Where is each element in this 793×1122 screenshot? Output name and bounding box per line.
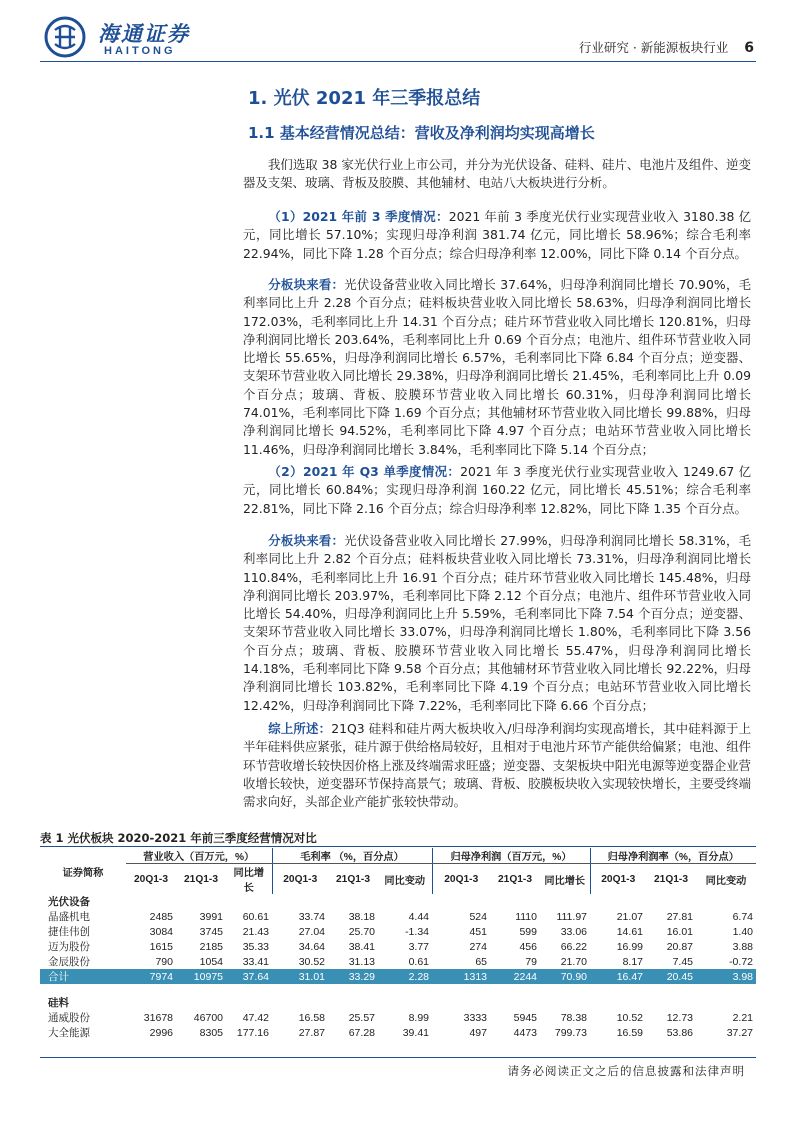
- table-cell: 3.98: [696, 969, 756, 984]
- table-cell: 37.27: [726, 1026, 753, 1039]
- table-cell: 451: [469, 925, 487, 938]
- table-cell: 3.77: [408, 940, 429, 953]
- summary-text: 21Q3 硅料和硅片两大板块收入/归母净利润均实现高增长，其中硅料源于上半年硅料供应紧张，硅片源于供给格局较好，且相对于电池片环节产能供给偏紧；电池、组件环节营收增长较快因价格上涨及终端需求旺盛；逆变器、支架板块中阳光电源等逆变器企业营收增长较快，逆变器环节保持高景气；玻璃、背板、胶膜板块收入实现较快增长，主要受终端需求向好，头部企业产能扩张较快带动。: [243, 721, 752, 810]
- table-cell: 31.13: [348, 955, 375, 968]
- ytd-lead: （1）2021 年前 3 季度情况：: [268, 209, 449, 224]
- sub-header: 同比变动: [384, 875, 426, 887]
- table-cell: 2996: [149, 1026, 173, 1039]
- section-label: 硅料: [48, 997, 69, 1009]
- table-bottom-rule: [40, 1057, 756, 1058]
- table-cell: 66.22: [560, 940, 587, 953]
- table-cell: 3333: [463, 1011, 487, 1024]
- table-cell: 1615: [149, 940, 173, 953]
- table-cell: 34.64: [298, 940, 325, 953]
- sub-header: 21Q1-3: [336, 873, 370, 885]
- table-cell: 27.81: [666, 910, 693, 923]
- table-cell: 2185: [199, 940, 223, 953]
- table-cell: 78.38: [560, 1011, 587, 1024]
- table-cell: 25.57: [348, 1011, 375, 1024]
- table-cell: 111.97: [556, 910, 587, 923]
- table-cell: 38.18: [348, 910, 375, 923]
- summary-paragraph: [243, 720, 751, 811]
- table-cell: 70.90: [540, 969, 590, 984]
- table-cell: 2.28: [378, 969, 432, 984]
- table-cell: 3084: [149, 925, 173, 938]
- table-cell: 21.43: [242, 925, 269, 938]
- q3-segment-text: 光伏设备营业收入同比增长 27.99%，归母净利润同比增长 58.31%，毛利率同比上升 2.82 个百分点；硅料板块营业收入同比增长 73.31%，归母净利润同比增长 110.84%，毛利率同比上升 16.91 个百分点；硅片环节营业收入同比增长 145.48%，归母净利润同比增长 203.97%，毛利率同比下降 2.12 个百分点；电池片、组件环节营业收入同比增长 54.40%，归母净利润同比上升 5.59%，毛利率同比下降 7.54 个百分点；逆变器、支架环节营业收入同比增长 33.07%，归母净利润同比增长 1.80%，毛利率同比下降 3.56 个百分点；玻璃、背板、胶膜环节营业收入同比增长 55.47%，归母净利润同比增长 14.18%，毛利率同比下降 9.58 个百分点；其他辅材环节营业收入同比增长 92.22%，归母净利润同比增长 103.82%，毛利率同比下降 4.19 个百分点；电站环节营业收入同比增长 12.42%，归母净利润同比下降 7.22%，毛利率同比下降 6.66 个百分点；: [243, 533, 752, 713]
- table-cell: 4473: [513, 1026, 537, 1039]
- table-cell: 1.40: [732, 925, 753, 938]
- table-cell: 10.52: [616, 1011, 643, 1024]
- table-cell: 21.70: [560, 955, 587, 968]
- sub-header: 同比增长: [544, 875, 586, 887]
- sub-header: 同比增长: [233, 868, 265, 894]
- company-name: 通威股份: [48, 1012, 90, 1024]
- table-cell: 7.45: [672, 955, 693, 968]
- sub-header: 21Q1-3: [654, 873, 688, 885]
- table-cell: 10975: [176, 969, 226, 984]
- table-row: [40, 1025, 756, 1040]
- table-cell: 25.70: [348, 925, 375, 938]
- operating-comparison-table: [40, 848, 756, 1040]
- ytd-paragraph: [243, 208, 751, 263]
- table-cell: 7974: [126, 969, 176, 984]
- logo-english: HAITONG: [104, 45, 176, 57]
- table-cell: 599: [519, 925, 537, 938]
- intro-paragraph: [243, 156, 751, 193]
- header-section: [579, 38, 754, 56]
- table-cell: 33.29: [328, 969, 378, 984]
- table-cell: 33.06: [560, 925, 587, 938]
- table-cell: 16.47: [590, 969, 646, 984]
- company-name: 捷佳伟创: [48, 926, 90, 938]
- table-total-row: [40, 969, 756, 984]
- summary-lead: 综上所述：: [268, 721, 332, 736]
- table-cell: 5945: [513, 1011, 537, 1024]
- table-cell: 38.41: [348, 940, 375, 953]
- table-cell: 67.28: [348, 1026, 375, 1039]
- page-number: 6: [744, 40, 754, 56]
- table-cell: 2244: [490, 969, 540, 984]
- table-cell: 20.45: [646, 969, 696, 984]
- company-name: 迈为股份: [48, 941, 90, 953]
- ytd-text: 2021 年前 3 季度光伏行业实现营业收入 3180.38 亿元，同比增长 57.10%；实现归母净利润 381.74 亿元，同比增长 58.96%；综合毛利率 22.94%，同比下降 1.28 个百分点；综合归母净利率 12.00%，同比下降 0.14 个百分点。: [243, 209, 751, 261]
- table-row: [40, 909, 756, 924]
- sub-header: 同比变动: [705, 875, 747, 887]
- table-cell: 524: [469, 910, 487, 923]
- group-header-net-profit: 归母净利润（百万元，%）: [432, 848, 590, 864]
- table-cell: 60.61: [242, 910, 269, 923]
- table-cell: 1054: [199, 955, 223, 968]
- group-header-net-margin: 归母净利润率（%，百分点）: [590, 848, 756, 864]
- table-section-row: [40, 894, 756, 909]
- table-cell: 20.87: [666, 940, 693, 953]
- table-row: [40, 939, 756, 954]
- table-cell: 799.73: [554, 1026, 587, 1039]
- table-cell: 14.61: [616, 925, 643, 938]
- table-section-row: [40, 984, 756, 1010]
- sub-header: 20Q1-3: [590, 864, 646, 895]
- table-cell: 47.42: [242, 1011, 269, 1024]
- header-divider: [40, 61, 756, 62]
- table-cell: 274: [469, 940, 487, 953]
- table-cell: 31.01: [272, 969, 328, 984]
- table-cell: 3745: [199, 925, 223, 938]
- table-cell: 0.61: [408, 955, 429, 968]
- table-cell: 27.04: [298, 925, 325, 938]
- table-cell: 4.44: [408, 910, 429, 923]
- table-cell: 16.59: [616, 1026, 643, 1039]
- col-header-name: 证券简称: [62, 867, 104, 879]
- table-cell: 8.17: [622, 955, 643, 968]
- ytd-segment-text: 光伏设备营业收入同比增长 37.64%，归母净利润同比增长 70.90%，毛利率同比上升 2.28 个百分点；硅料板块营业收入同比增长 58.63%，归母净利润同比增长 172.03%，毛利率同比上升 14.31 个百分点；硅片环节营业收入同比增长 120.81%，归母净利润同比增长 203.64%，毛利率同比上升 0.69 个百分点；电池片、组件环节营业收入同比增长 55.65%，归母净利润同比增长 6.57%，毛利率同比下降 6.84 个百分点；逆变器、支架环节营业收入同比增长 29.38%，归母净利润同比增长 21.45%，毛利率同比上升 0.09 个百分点；玻璃、背板、胶膜环节营业收入同比增长 60.31%，归母净利润同比增长 74.01%，毛利率同比下降 1.69 个百分点；其他辅材环节营业收入同比增长 99.88%，归母净利润同比增长 94.52%，毛利率同比下降 4.97 个百分点；电站环节营业收入同比增长 11.46%，归母净利润同比增长 3.84%，毛利率同比下降 5.14 个百分点；: [243, 277, 752, 457]
- table-cell: 31678: [143, 1011, 173, 1024]
- table-cell: 8305: [199, 1026, 223, 1039]
- subsection-heading: 1.1 基本经营情况总结：营收及净利润均实现高增长: [248, 124, 595, 142]
- table-cell: 1313: [432, 969, 490, 984]
- q3-lead: （2）2021 年 Q3 单季度情况：: [268, 464, 461, 479]
- table-cell: 33.41: [242, 955, 269, 968]
- table-cell: 3991: [199, 910, 223, 923]
- ytd-segment-lead: 分板块来看：: [268, 277, 345, 292]
- ytd-segment-paragraph: [243, 276, 751, 459]
- q3-segment-paragraph: [243, 532, 751, 715]
- table-cell: 2.21: [732, 1011, 753, 1024]
- company-name: 合计: [40, 969, 126, 984]
- section-heading: 1. 光伏 2021 年三季报总结: [248, 88, 481, 109]
- sub-header: 20Q1-3: [134, 873, 168, 885]
- q3-segment-lead: 分板块来看：: [268, 533, 345, 548]
- table-row: [40, 1010, 756, 1025]
- table-cell: 65: [475, 955, 487, 968]
- section-label: 光伏设备: [48, 896, 90, 908]
- table-cell: 21.07: [616, 910, 643, 923]
- table-cell: 35.33: [242, 940, 269, 953]
- table-cell: 177.16: [236, 1026, 269, 1039]
- table-cell: 456: [519, 940, 537, 953]
- group-header-gross-margin: 毛利率 （%，百分点）: [272, 848, 432, 864]
- company-name: 晶盛机电: [48, 911, 90, 923]
- q3-paragraph: [243, 463, 751, 518]
- section-label: 行业研究 · 新能源板块行业: [578, 40, 729, 55]
- table-cell: 46700: [193, 1011, 223, 1024]
- table-cell: 12.73: [666, 1011, 693, 1024]
- table-cell: 39.41: [402, 1026, 429, 1039]
- sub-header: 20Q1-3: [272, 864, 328, 895]
- table-cell: 3.88: [732, 940, 753, 953]
- sub-header: 21Q1-3: [498, 873, 532, 885]
- sub-header: 21Q1-3: [184, 873, 218, 885]
- table-row: [40, 924, 756, 939]
- table-top-rule: [40, 846, 756, 847]
- sub-header: 20Q1-3: [432, 864, 490, 895]
- intro-text: 我们选取 38 家光伏行业上市公司，并分为光伏设备、硅料、硅片、电池片及组件、逆变器及支架、玻璃、背板及胶膜、其他辅材、电站八大板块进行分析。: [243, 157, 751, 191]
- table-cell: 30.52: [298, 955, 325, 968]
- table-cell: 790: [155, 955, 173, 968]
- company-name: 金辰股份: [48, 956, 90, 968]
- table-row: [40, 954, 756, 969]
- table-cell: -0.72: [729, 955, 753, 968]
- haitong-logo-icon: [44, 16, 86, 58]
- group-header-revenue: 营业收入（百万元，%）: [126, 848, 272, 864]
- table-cell: 79: [525, 955, 537, 968]
- table-title: 表 1 光伏板块 2020-2021 年前三季度经营情况对比: [40, 831, 317, 845]
- table-cell: 497: [469, 1026, 487, 1039]
- table-body: [40, 894, 756, 1040]
- table-cell: 37.64: [226, 969, 272, 984]
- table-cell: 2485: [149, 910, 173, 923]
- table-cell: -1.34: [405, 925, 429, 938]
- page-header: [40, 12, 756, 62]
- table-cell: 6.74: [732, 910, 753, 923]
- logo-chinese: 海通证券: [98, 21, 190, 46]
- q3-text: 2021 年 3 季度光伏行业实现营业收入 1249.67 亿元，同比增长 60.84%；实现归母净利润 160.22 亿元，同比增长 45.51%；综合毛利率 22.81%，同比下降 2.16 个百分点；综合归母净利率 12.82%，同比下降 1.35 个百分点。: [243, 464, 751, 516]
- table-cell: 53.86: [666, 1026, 693, 1039]
- table-cell: 1110: [515, 910, 537, 923]
- table-cell: 16.58: [298, 1011, 325, 1024]
- footer-disclaimer: 请务必阅读正文之后的信息披露和法律声明: [507, 1064, 745, 1078]
- company-name: 大全能源: [48, 1027, 90, 1039]
- table-cell: 8.99: [408, 1011, 429, 1024]
- table-cell: 33.74: [298, 910, 325, 923]
- table-cell: 27.87: [298, 1026, 325, 1039]
- table-cell: 16.99: [616, 940, 643, 953]
- table-cell: 16.01: [666, 925, 693, 938]
